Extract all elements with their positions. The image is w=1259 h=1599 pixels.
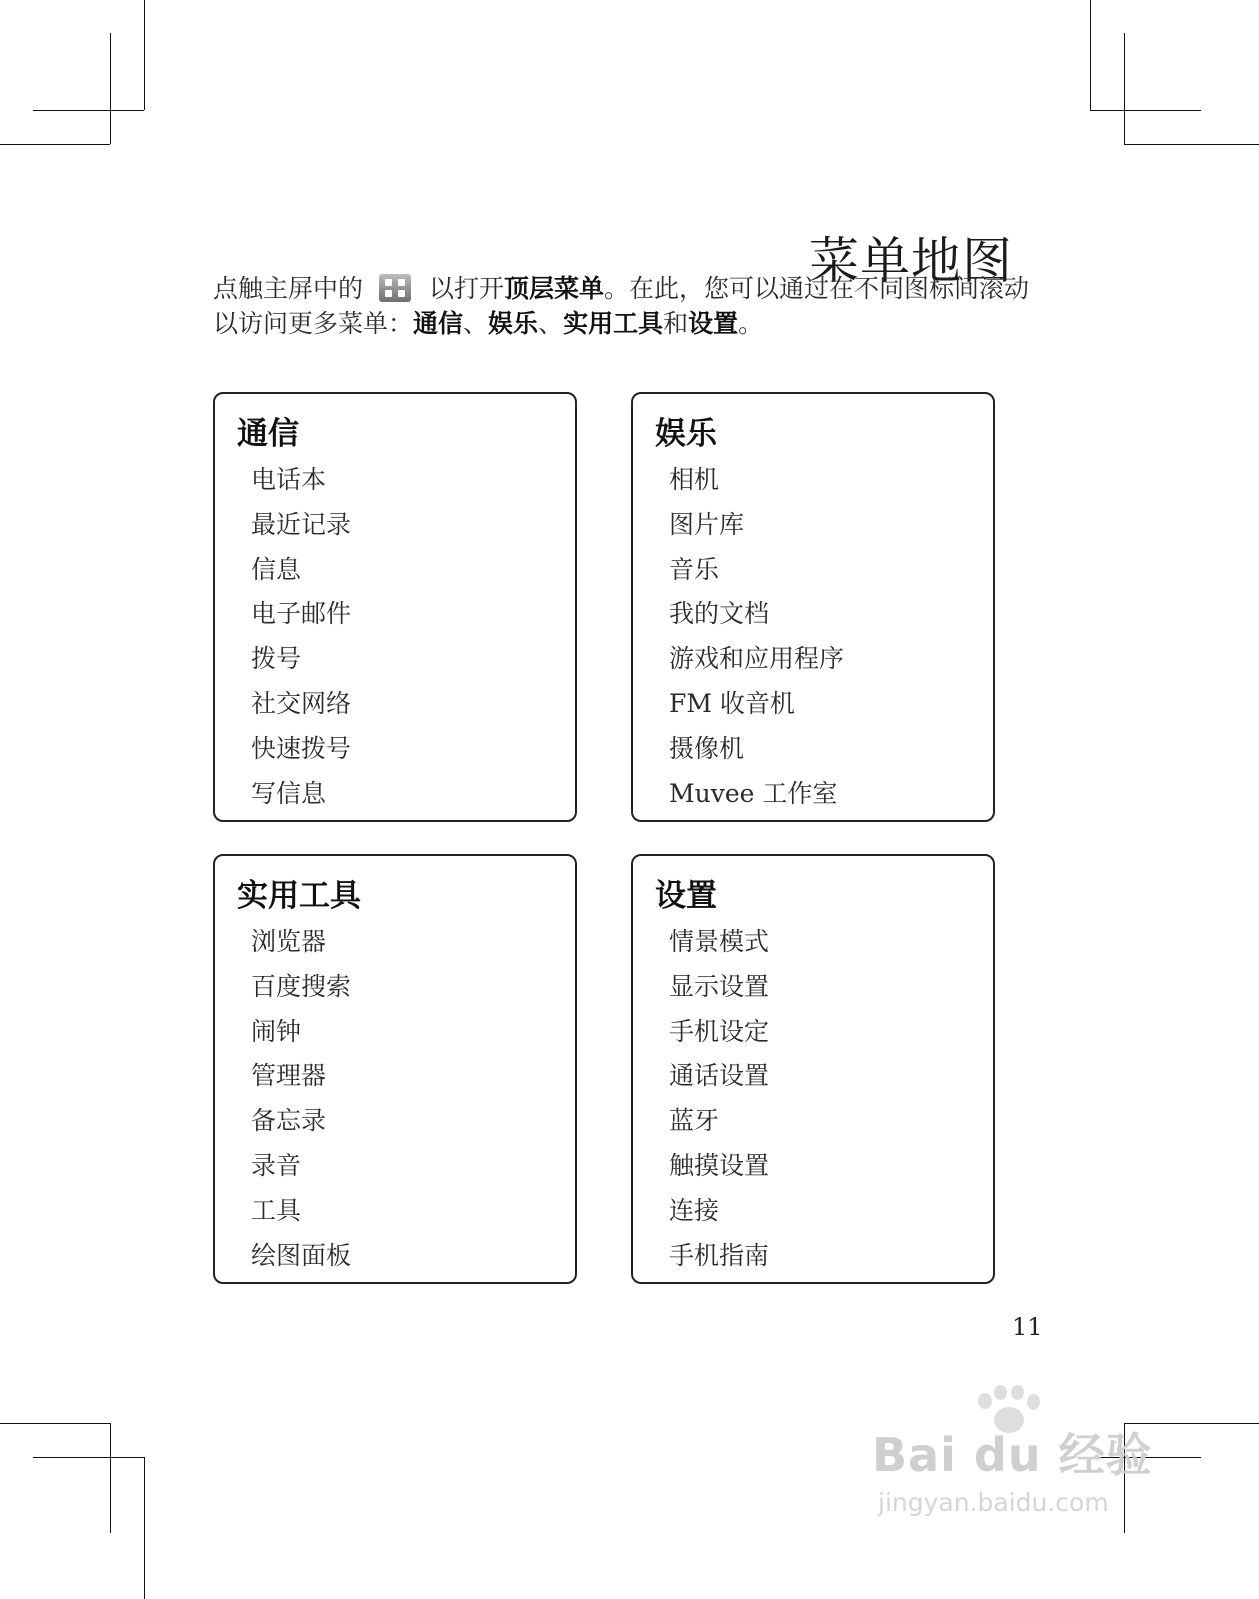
menu-box-entertainment — [631, 392, 995, 822]
intro-separator: 、 — [463, 309, 489, 338]
menu-item: 图片库 — [669, 509, 745, 539]
menu-box-title: 通信 — [237, 416, 299, 452]
menu-item: FM 收音机 — [669, 688, 795, 718]
menu-item: 显示设置 — [669, 971, 770, 1001]
watermark-text: Bai du 经验 — [872, 1428, 1153, 1482]
crop-mark — [33, 110, 144, 111]
menu-item: 通话设置 — [669, 1061, 770, 1091]
menu-item: 手机设定 — [669, 1016, 770, 1046]
menu-box-title: 娱乐 — [655, 416, 717, 452]
menu-box-title: 实用工具 — [237, 878, 361, 914]
menu-box-settings — [631, 854, 995, 1284]
menu-item: 管理器 — [251, 1061, 327, 1091]
intro-category: 实用工具 — [563, 309, 664, 338]
intro-text: 。 — [738, 309, 764, 338]
menu-item: 摄像机 — [669, 733, 745, 763]
page-number: 11 — [1012, 1313, 1043, 1341]
crop-mark — [33, 1457, 144, 1458]
menu-item-list — [669, 920, 769, 1278]
intro-separator: 、 — [538, 309, 564, 338]
menu-item: 拨号 — [251, 644, 302, 674]
crop-mark — [1090, 110, 1201, 111]
intro-text: 。在此，您可以通过在不同图标间滚动 — [604, 274, 1030, 303]
menu-item: 备忘录 — [251, 1106, 327, 1136]
menu-item: Muvee 工作室 — [669, 778, 838, 808]
intro-text: 以访问更多菜单： — [213, 309, 414, 338]
intro-category: 娱乐 — [488, 309, 539, 338]
menu-item: 相机 — [669, 465, 720, 494]
menu-item-list — [669, 458, 844, 816]
menu-item-list — [251, 920, 351, 1278]
crop-mark — [110, 33, 111, 144]
menu-item: 写信息 — [251, 778, 327, 808]
page-title: 菜单地图 — [809, 231, 1013, 290]
menu-item: 百度搜索 — [251, 971, 352, 1001]
crop-mark — [144, 0, 145, 110]
intro-category: 通信 — [413, 309, 464, 338]
menu-item: 蓝牙 — [669, 1106, 720, 1136]
menu-item: 我的文档 — [669, 599, 770, 629]
menu-box-communication — [213, 392, 577, 822]
crop-mark — [0, 1423, 110, 1424]
menu-item: 电子邮件 — [251, 599, 352, 629]
intro-text: 和 — [663, 309, 689, 338]
intro-text: 点触主屏中的 — [213, 274, 364, 303]
menu-item: 快速拨号 — [251, 733, 352, 763]
menu-item: 电话本 — [251, 465, 327, 494]
menu-item: 社交网络 — [251, 688, 352, 718]
crop-mark — [110, 1423, 111, 1533]
menu-grid-icon — [379, 274, 411, 302]
menu-box-utilities — [213, 854, 577, 1284]
menu-item: 情景模式 — [669, 927, 770, 956]
intro-paragraph — [213, 271, 1033, 341]
menu-item-list — [251, 458, 351, 816]
intro-category: 设置 — [688, 309, 739, 338]
menu-item: 触摸设置 — [669, 1150, 770, 1180]
menu-item: 游戏和应用程序 — [669, 644, 845, 674]
menu-item: 闹钟 — [251, 1016, 302, 1046]
menu-item: 音乐 — [669, 554, 720, 584]
menu-item: 工具 — [251, 1195, 302, 1225]
menu-item: 浏览器 — [251, 927, 327, 956]
intro-emphasis: 顶层菜单 — [504, 274, 605, 303]
intro-text: 以打开 — [429, 274, 505, 303]
watermark-url: jingyan.baidu.com — [878, 1488, 1109, 1517]
menu-box-title: 设置 — [655, 878, 717, 914]
crop-mark — [1124, 144, 1259, 145]
baidu-watermark — [872, 1385, 1172, 1525]
menu-item: 录音 — [251, 1150, 302, 1180]
menu-item: 最近记录 — [251, 509, 352, 539]
menu-item: 信息 — [251, 554, 302, 584]
crop-mark — [0, 144, 110, 145]
crop-mark — [1090, 0, 1091, 110]
crop-mark — [144, 1457, 145, 1599]
menu-item: 连接 — [669, 1195, 720, 1225]
menu-item: 绘图面板 — [251, 1240, 352, 1270]
crop-mark — [1124, 33, 1125, 144]
menu-item: 手机指南 — [669, 1240, 770, 1270]
